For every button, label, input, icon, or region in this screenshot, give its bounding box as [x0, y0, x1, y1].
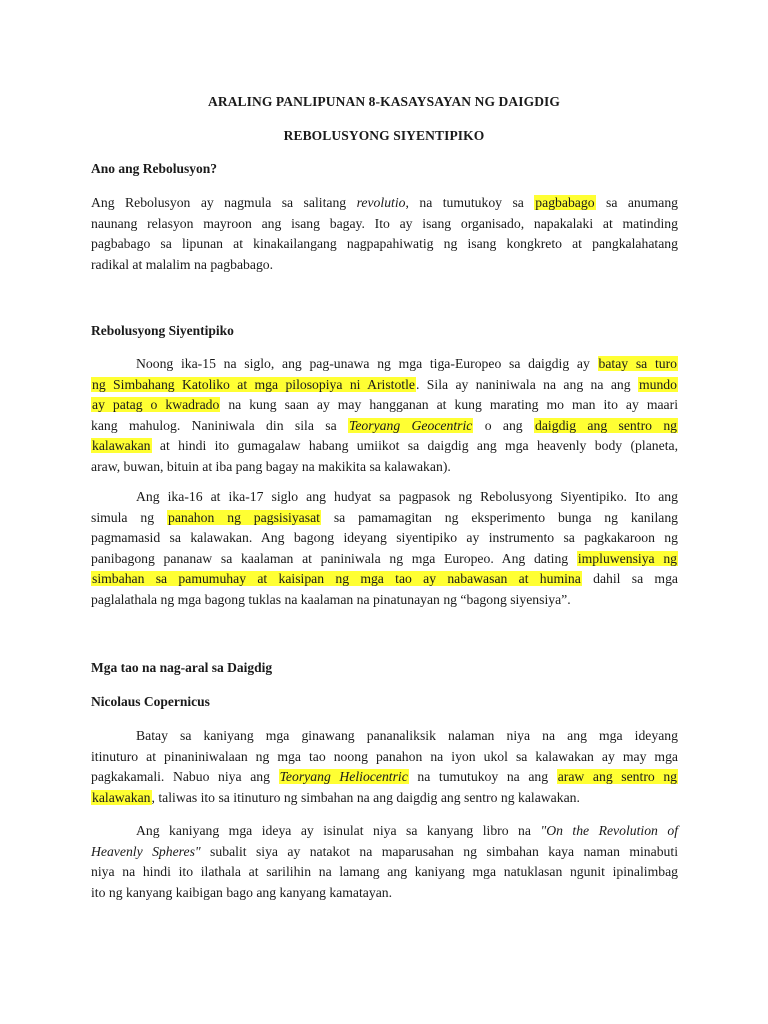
highlight-daigdig-sentro: daigdig ang sentro ng	[535, 417, 678, 433]
heading-ano-ang-rebolusyon: Ano ang Rebolusyon?	[91, 161, 218, 176]
highlight-mundo: mundo	[638, 376, 677, 392]
highlight-teoryang-geocentric: Teoryang Geocentric	[349, 417, 473, 433]
highlight-simbahan-nabawasan: simbahan sa pamumuhay at kaisipan ng mga tao ay nabawasan at humina	[92, 571, 581, 587]
highlight-pagbabago: pagbabago	[535, 195, 595, 210]
paragraph-ika-16-17-siglo: Ang ika-16 at ika-17 siglo ang hudyat sa pagpasok ng Rebolusyong Siyentipiko. Ito ang simula ng panahon ng pagsisiyasat sa pamamagitan ng eksperimento bunga ng kanilang pagmamasid sa kalawakan. Ang bagong ideyang siyentipiko ay instrumento sa pagkakaroon ng panibagong pananaw sa kaalaman at paniniwala ng mga Europeo. Ang dating impluwensiya ng simbahan sa pamumuhay at kaisipan ng mga tao ay nabawasan at humina dahil sa mga paglalathala ng mga bagong tuklas na kaalaman na pinatunayan ng “bagong siyensiya”.	[91, 489, 679, 607]
document-title: ARALING PANLIPUNAN 8-KASAYSAYAN NG DAIGDIG	[208, 94, 560, 109]
highlight-batay-sa-turo: batay sa turo	[598, 356, 677, 371]
highlight-patag-o-kwadrado: ay patag o kwadrado	[92, 397, 220, 413]
highlight-impluwensiya: impluwensiya ng	[577, 550, 678, 566]
paragraph-ika-15-siglo: Noong ika-15 na siglo, ang pag-unawa ng mga tiga-Europeo sa daigdig ay batay sa turo ng Simbahang Katoliko at mga pilosopiya ni Aristotle. Sila ay naniniwala na ang na ang mundo ay patag o kwadrado na kung saan ay may hangganan at kung marating mo man ito ay maari kang mahulog. Naniniwala din sila sa Teoryang Geocentric o ang daigdig ang sentro ng kalawakan at hindi ito gumagalaw habang umiikot sa daigdig ang mga heavenly body (planeta, araw, buwan, bituin at iba pang bagay na makikita sa kalawakan).	[91, 356, 678, 474]
heading-nicolaus-copernicus: Nicolaus Copernicus	[91, 694, 210, 709]
highlight-teoryang-heliocentric: Teoryang Heliocentric	[279, 769, 408, 785]
paragraph-rebolusyon-definition: Ang Rebolusyon ay nagmula sa salitang revolutio, na tumutukoy sa pagbabago sa anumang naunang relasyon mayroon ang isang bagay. Ito ay isang organisado, napakalaki at matinding pagbabago sa lipunan at kinakailangang nagpapahiwatig ng isang kongkreto at pangkalahatang radikal at malalim na pagbabago.	[91, 195, 679, 272]
highlight-panahon-ng-pagsisiyasat: panahon ng pagsisiyasat	[167, 509, 320, 525]
paragraph-copernicus-research: Batay sa kaniyang mga ginawang pananaliksik nalaman niya na ang mga ideyang itinuturo at pinaniniwalaan ng mga tao noong panahon na iyon ukol sa kalawakan ay may mga pagkakamali. Nabuo niya ang Teoryang Heliocentric na tumutukoy na ang araw ang sentro ng kalawakan, taliwas ito sa itinuturo ng simbahan na ang daigdig ang sentro ng kalawakan.	[91, 728, 678, 805]
highlight-kalawakan: kalawakan	[92, 438, 151, 454]
highlight-araw-sentro: araw ang sentro ng	[557, 769, 678, 785]
book-title: "On the Revolution of	[540, 823, 679, 838]
heading-rebolusyong-siyentipiko: Rebolusyong Siyentipiko	[91, 323, 234, 338]
highlight-kalawakan-2: kalawakan	[92, 789, 151, 805]
heading-mga-tao: Mga tao na nag-aral sa Daigdig	[91, 660, 273, 675]
highlight-simbahang-katoliko: ng Simbahang Katoliko at mga pilosopiya ni Aristotle	[92, 376, 415, 392]
paragraph-copernicus-book: Ang kaniyang mga ideya ay isinulat niya sa kanyang libro na "On the Revolution of Heavenly Spheres" subalit siya ay natakot na maparusahan ng simbahan kaya naman minabuti niya na hindi ito ilathala at sarilihin na lamang ang kaniyang mga natuklasan ngunit ipinalimbag ito ng kanyang kaibigan bago ang kanyang kamatayan.	[91, 823, 679, 900]
document-subtitle: REBOLUSYONG SIYENTIPIKO	[283, 128, 485, 143]
